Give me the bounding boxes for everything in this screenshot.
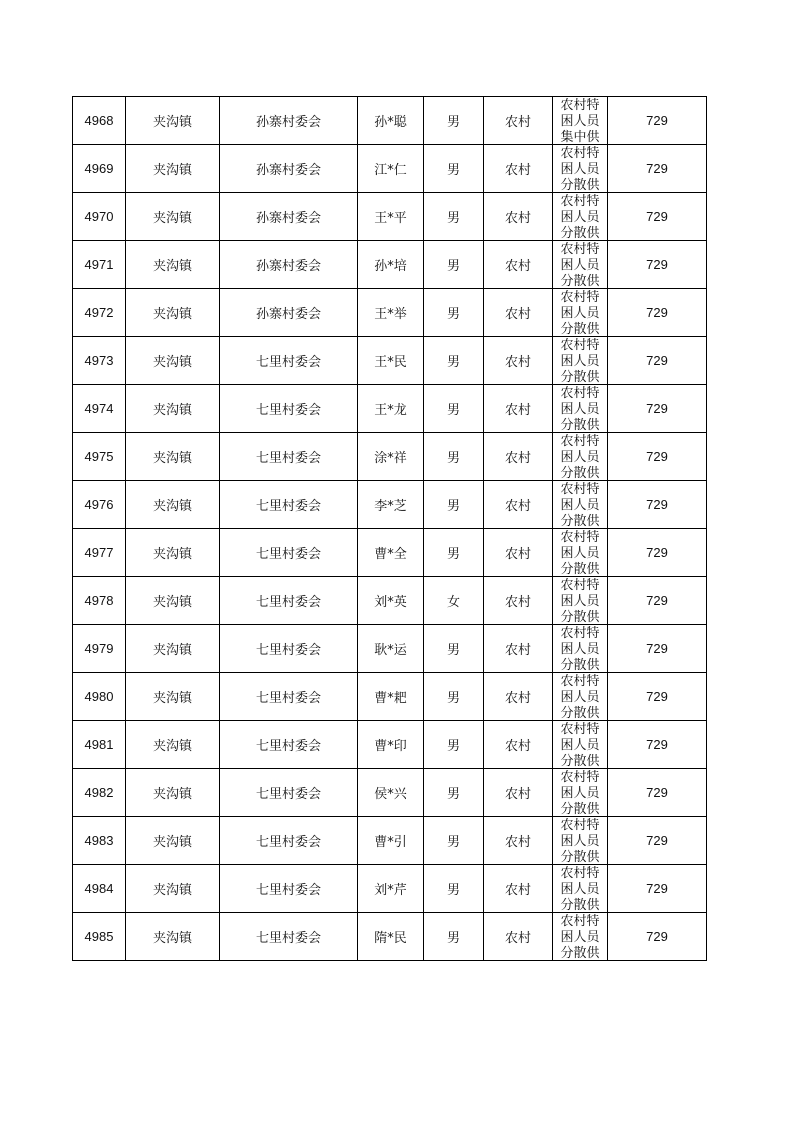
table-row bbox=[73, 145, 707, 193]
category-cell bbox=[553, 673, 608, 721]
row-id-cell: 4980 bbox=[73, 673, 126, 721]
category-line: 困人员 bbox=[560, 690, 600, 705]
village-cell: 七里村委会 bbox=[220, 769, 358, 817]
category-cell bbox=[553, 769, 608, 817]
name-cell: 刘*芹 bbox=[358, 865, 424, 913]
name-cell: 王*平 bbox=[358, 193, 424, 241]
row-id-cell: 4985 bbox=[73, 913, 126, 961]
category-line: 分散供 bbox=[560, 658, 600, 672]
town-cell: 夹沟镇 bbox=[126, 769, 220, 817]
category-line: 分散供 bbox=[560, 226, 600, 240]
area-cell: 农村 bbox=[484, 529, 553, 577]
row-id-cell: 4974 bbox=[73, 385, 126, 433]
category-line: 农村特 bbox=[560, 770, 600, 785]
name-cell: 王*龙 bbox=[358, 385, 424, 433]
row-id-cell: 4969 bbox=[73, 145, 126, 193]
table-row bbox=[73, 817, 707, 865]
name-cell: 耿*运 bbox=[358, 625, 424, 673]
category-line: 困人员 bbox=[560, 834, 600, 849]
town-cell: 夹沟镇 bbox=[126, 289, 220, 337]
table-row bbox=[73, 289, 707, 337]
area-cell: 农村 bbox=[484, 289, 553, 337]
category-line: 农村特 bbox=[560, 290, 600, 305]
gender-cell: 男 bbox=[424, 433, 484, 481]
gender-cell: 男 bbox=[424, 337, 484, 385]
category-line: 集中供 bbox=[560, 130, 600, 144]
name-cell: 侯*兴 bbox=[358, 769, 424, 817]
name-cell: 王*民 bbox=[358, 337, 424, 385]
town-cell: 夹沟镇 bbox=[126, 97, 220, 145]
amount-cell: 729 bbox=[608, 865, 707, 913]
category-cell bbox=[553, 337, 608, 385]
category-line: 困人员 bbox=[560, 882, 600, 897]
gender-cell: 男 bbox=[424, 625, 484, 673]
area-cell: 农村 bbox=[484, 433, 553, 481]
village-cell: 七里村委会 bbox=[220, 577, 358, 625]
category-line: 困人员 bbox=[560, 786, 600, 801]
category-line: 农村特 bbox=[560, 194, 600, 209]
gender-cell: 男 bbox=[424, 529, 484, 577]
row-id-cell: 4984 bbox=[73, 865, 126, 913]
category-line: 农村特 bbox=[560, 818, 600, 833]
table-row bbox=[73, 97, 707, 145]
amount-cell: 729 bbox=[608, 577, 707, 625]
area-cell: 农村 bbox=[484, 865, 553, 913]
row-id-cell: 4971 bbox=[73, 241, 126, 289]
amount-cell: 729 bbox=[608, 433, 707, 481]
category-line: 分散供 bbox=[560, 850, 600, 864]
category-line: 农村特 bbox=[560, 98, 600, 113]
village-cell: 七里村委会 bbox=[220, 529, 358, 577]
category-line: 分散供 bbox=[560, 466, 600, 480]
category-line: 困人员 bbox=[560, 450, 600, 465]
category-cell bbox=[553, 97, 608, 145]
category-line: 困人员 bbox=[560, 162, 600, 177]
gender-cell: 男 bbox=[424, 97, 484, 145]
area-cell: 农村 bbox=[484, 241, 553, 289]
name-cell: 江*仁 bbox=[358, 145, 424, 193]
category-cell bbox=[553, 385, 608, 433]
category-line: 农村特 bbox=[560, 530, 600, 545]
category-line: 分散供 bbox=[560, 322, 600, 336]
gender-cell: 女 bbox=[424, 577, 484, 625]
village-cell: 七里村委会 bbox=[220, 817, 358, 865]
gender-cell: 男 bbox=[424, 769, 484, 817]
village-cell: 七里村委会 bbox=[220, 433, 358, 481]
row-id-cell: 4973 bbox=[73, 337, 126, 385]
records-table bbox=[72, 96, 707, 961]
amount-cell: 729 bbox=[608, 193, 707, 241]
amount-cell: 729 bbox=[608, 673, 707, 721]
category-line: 农村特 bbox=[560, 674, 600, 689]
village-cell: 七里村委会 bbox=[220, 385, 358, 433]
row-id-cell: 4975 bbox=[73, 433, 126, 481]
category-line: 困人员 bbox=[560, 594, 600, 609]
category-line: 农村特 bbox=[560, 434, 600, 449]
gender-cell: 男 bbox=[424, 481, 484, 529]
name-cell: 孙*培 bbox=[358, 241, 424, 289]
category-line: 分散供 bbox=[560, 274, 600, 288]
gender-cell: 男 bbox=[424, 673, 484, 721]
area-cell: 农村 bbox=[484, 337, 553, 385]
amount-cell: 729 bbox=[608, 913, 707, 961]
village-cell: 孙寨村委会 bbox=[220, 289, 358, 337]
amount-cell: 729 bbox=[608, 289, 707, 337]
category-cell bbox=[553, 193, 608, 241]
category-line: 困人员 bbox=[560, 114, 600, 129]
village-cell: 孙寨村委会 bbox=[220, 241, 358, 289]
category-line: 农村特 bbox=[560, 866, 600, 881]
area-cell: 农村 bbox=[484, 481, 553, 529]
category-cell bbox=[553, 913, 608, 961]
village-cell: 七里村委会 bbox=[220, 625, 358, 673]
village-cell: 七里村委会 bbox=[220, 865, 358, 913]
name-cell: 王*举 bbox=[358, 289, 424, 337]
name-cell: 曹*引 bbox=[358, 817, 424, 865]
gender-cell: 男 bbox=[424, 289, 484, 337]
table-row bbox=[73, 241, 707, 289]
gender-cell: 男 bbox=[424, 385, 484, 433]
gender-cell: 男 bbox=[424, 193, 484, 241]
gender-cell: 男 bbox=[424, 721, 484, 769]
category-line: 农村特 bbox=[560, 386, 600, 401]
gender-cell: 男 bbox=[424, 145, 484, 193]
category-line: 分散供 bbox=[560, 898, 600, 912]
category-line: 分散供 bbox=[560, 418, 600, 432]
row-id-cell: 4968 bbox=[73, 97, 126, 145]
category-cell bbox=[553, 529, 608, 577]
name-cell: 曹*耙 bbox=[358, 673, 424, 721]
category-line: 困人员 bbox=[560, 498, 600, 513]
category-line: 困人员 bbox=[560, 354, 600, 369]
table-row bbox=[73, 529, 707, 577]
row-id-cell: 4983 bbox=[73, 817, 126, 865]
table-row bbox=[73, 865, 707, 913]
category-line: 分散供 bbox=[560, 514, 600, 528]
category-line: 农村特 bbox=[560, 338, 600, 353]
category-cell bbox=[553, 241, 608, 289]
table-row bbox=[73, 721, 707, 769]
category-line: 困人员 bbox=[560, 738, 600, 753]
area-cell: 农村 bbox=[484, 625, 553, 673]
town-cell: 夹沟镇 bbox=[126, 721, 220, 769]
area-cell: 农村 bbox=[484, 193, 553, 241]
row-id-cell: 4976 bbox=[73, 481, 126, 529]
village-cell: 孙寨村委会 bbox=[220, 193, 358, 241]
category-cell bbox=[553, 481, 608, 529]
village-cell: 孙寨村委会 bbox=[220, 97, 358, 145]
town-cell: 夹沟镇 bbox=[126, 337, 220, 385]
area-cell: 农村 bbox=[484, 913, 553, 961]
table-row bbox=[73, 769, 707, 817]
table-row bbox=[73, 625, 707, 673]
category-cell bbox=[553, 577, 608, 625]
amount-cell: 729 bbox=[608, 769, 707, 817]
town-cell: 夹沟镇 bbox=[126, 817, 220, 865]
category-cell bbox=[553, 289, 608, 337]
town-cell: 夹沟镇 bbox=[126, 481, 220, 529]
name-cell: 隋*民 bbox=[358, 913, 424, 961]
amount-cell: 729 bbox=[608, 385, 707, 433]
table-row bbox=[73, 577, 707, 625]
table-row bbox=[73, 337, 707, 385]
row-id-cell: 4982 bbox=[73, 769, 126, 817]
village-cell: 七里村委会 bbox=[220, 337, 358, 385]
row-id-cell: 4977 bbox=[73, 529, 126, 577]
gender-cell: 男 bbox=[424, 817, 484, 865]
table-row bbox=[73, 385, 707, 433]
category-line: 困人员 bbox=[560, 402, 600, 417]
amount-cell: 729 bbox=[608, 481, 707, 529]
category-cell bbox=[553, 817, 608, 865]
category-cell bbox=[553, 145, 608, 193]
village-cell: 七里村委会 bbox=[220, 673, 358, 721]
area-cell: 农村 bbox=[484, 385, 553, 433]
town-cell: 夹沟镇 bbox=[126, 433, 220, 481]
gender-cell: 男 bbox=[424, 913, 484, 961]
category-line: 农村特 bbox=[560, 626, 600, 641]
name-cell: 曹*全 bbox=[358, 529, 424, 577]
table-row bbox=[73, 433, 707, 481]
area-cell: 农村 bbox=[484, 721, 553, 769]
category-line: 分散供 bbox=[560, 946, 600, 960]
category-line: 农村特 bbox=[560, 914, 600, 929]
category-cell bbox=[553, 433, 608, 481]
village-cell: 七里村委会 bbox=[220, 721, 358, 769]
category-cell bbox=[553, 625, 608, 673]
area-cell: 农村 bbox=[484, 97, 553, 145]
name-cell: 孙*聪 bbox=[358, 97, 424, 145]
name-cell: 涂*祥 bbox=[358, 433, 424, 481]
table-row bbox=[73, 481, 707, 529]
village-cell: 七里村委会 bbox=[220, 913, 358, 961]
row-id-cell: 4979 bbox=[73, 625, 126, 673]
category-line: 分散供 bbox=[560, 802, 600, 816]
town-cell: 夹沟镇 bbox=[126, 625, 220, 673]
row-id-cell: 4972 bbox=[73, 289, 126, 337]
town-cell: 夹沟镇 bbox=[126, 673, 220, 721]
area-cell: 农村 bbox=[484, 577, 553, 625]
village-cell: 孙寨村委会 bbox=[220, 145, 358, 193]
category-line: 困人员 bbox=[560, 930, 600, 945]
category-line: 农村特 bbox=[560, 722, 600, 737]
category-line: 农村特 bbox=[560, 146, 600, 161]
category-line: 困人员 bbox=[560, 210, 600, 225]
town-cell: 夹沟镇 bbox=[126, 913, 220, 961]
town-cell: 夹沟镇 bbox=[126, 865, 220, 913]
name-cell: 李*芝 bbox=[358, 481, 424, 529]
town-cell: 夹沟镇 bbox=[126, 241, 220, 289]
row-id-cell: 4981 bbox=[73, 721, 126, 769]
category-line: 分散供 bbox=[560, 178, 600, 192]
town-cell: 夹沟镇 bbox=[126, 145, 220, 193]
area-cell: 农村 bbox=[484, 673, 553, 721]
table-row bbox=[73, 673, 707, 721]
category-cell bbox=[553, 721, 608, 769]
category-cell bbox=[553, 865, 608, 913]
category-line: 农村特 bbox=[560, 578, 600, 593]
amount-cell: 729 bbox=[608, 721, 707, 769]
amount-cell: 729 bbox=[608, 337, 707, 385]
category-line: 分散供 bbox=[560, 610, 600, 624]
category-line: 困人员 bbox=[560, 546, 600, 561]
area-cell: 农村 bbox=[484, 817, 553, 865]
town-cell: 夹沟镇 bbox=[126, 385, 220, 433]
row-id-cell: 4978 bbox=[73, 577, 126, 625]
table-body bbox=[73, 97, 707, 961]
category-line: 分散供 bbox=[560, 562, 600, 576]
name-cell: 曹*印 bbox=[358, 721, 424, 769]
area-cell: 农村 bbox=[484, 769, 553, 817]
category-line: 困人员 bbox=[560, 642, 600, 657]
amount-cell: 729 bbox=[608, 817, 707, 865]
name-cell: 刘*英 bbox=[358, 577, 424, 625]
amount-cell: 729 bbox=[608, 625, 707, 673]
town-cell: 夹沟镇 bbox=[126, 577, 220, 625]
amount-cell: 729 bbox=[608, 145, 707, 193]
category-line: 分散供 bbox=[560, 754, 600, 768]
village-cell: 七里村委会 bbox=[220, 481, 358, 529]
amount-cell: 729 bbox=[608, 97, 707, 145]
category-line: 农村特 bbox=[560, 242, 600, 257]
category-line: 困人员 bbox=[560, 258, 600, 273]
category-line: 农村特 bbox=[560, 482, 600, 497]
category-line: 分散供 bbox=[560, 706, 600, 720]
row-id-cell: 4970 bbox=[73, 193, 126, 241]
gender-cell: 男 bbox=[424, 865, 484, 913]
amount-cell: 729 bbox=[608, 241, 707, 289]
town-cell: 夹沟镇 bbox=[126, 193, 220, 241]
category-line: 分散供 bbox=[560, 370, 600, 384]
table-row bbox=[73, 913, 707, 961]
category-line: 困人员 bbox=[560, 306, 600, 321]
town-cell: 夹沟镇 bbox=[126, 529, 220, 577]
table-row bbox=[73, 193, 707, 241]
amount-cell: 729 bbox=[608, 529, 707, 577]
gender-cell: 男 bbox=[424, 241, 484, 289]
area-cell: 农村 bbox=[484, 145, 553, 193]
